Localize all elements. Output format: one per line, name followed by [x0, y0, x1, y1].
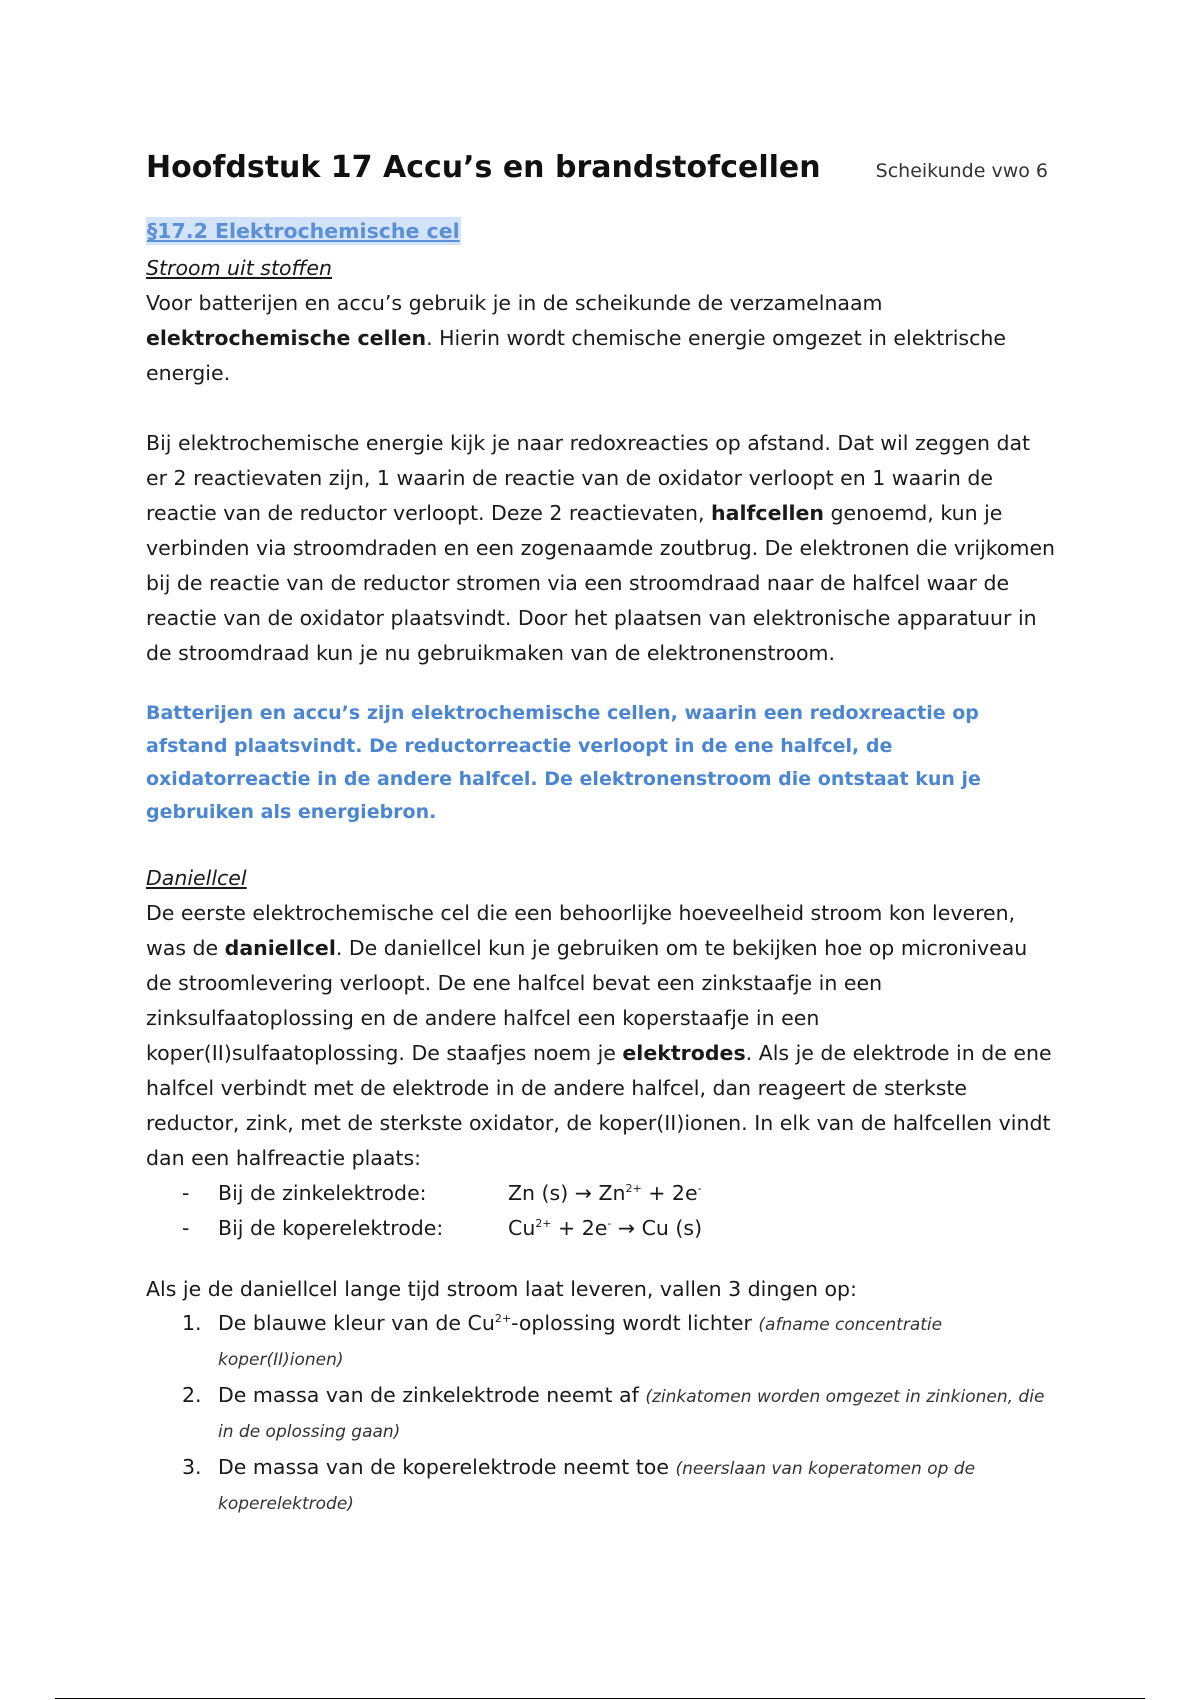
list-item: 3. De massa van de koperelektrode neemt toe (neerslaan van koperatomen op de koperelektrode): [182, 1455, 976, 1514]
list-item: 2. De massa van de zinkelektrode neemt af (zinkatomen worden omgezet in zinkionen, die in de oplossing gaan): [182, 1383, 1045, 1442]
footer-divider: [55, 1698, 1145, 1699]
paragraph-daniellcel: De eerste elektrochemische cel die een behoorlijke hoeveelheid stroom kon leveren, was de daniellcel. De daniellcel kun je gebruiken om te bekijken hoe op microniveau de stroomlevering verloopt. De ene halfcel bevat een zinkstaafje in een zinksulfaatoplossing en de andere halfcel een koperstaafje in een koper(II)sulfaatoplossing. De staafjes noem je elektrodes. Als je de elektrode in de ene halfcel verbindt met de elektrode in de andere halfcel, dan reageert de sterkste reductor, zink, met de sterkste oxidator, de koper(II)ionen. In elk van de halfcellen vindt dan een halfreactie plaats:: [146, 901, 1052, 1170]
reaction-label: Bij de koperelektrode:: [218, 1216, 444, 1240]
list-item: 1. De blauwe kleur van de $Cu^{2+}$-oplossing wordt lichter (afname concentratie koper(II)ionen): [182, 1311, 943, 1370]
document-title: Hoofdstuk 17 Accu’s en brandstofcellen: [146, 150, 821, 185]
term-daniellcel: daniellcel: [224, 936, 336, 960]
list-item: - Bij de koperelektrode: $Cu^{2+} + 2e^- \to Cu$ (s): [182, 1211, 1056, 1246]
reaction-equation: $Cu^{2+} + 2e^- \to Cu$ (s): [508, 1216, 703, 1240]
reaction-label: Bij de zinkelektrode:: [218, 1181, 427, 1205]
term-elektrochemische-cellen: elektrochemische cellen: [146, 326, 427, 350]
list-item: - Bij de zinkelektrode: Zn $(s) \to Zn^{2+} + 2e^-$: [182, 1176, 1056, 1211]
summary-highlight: Batterijen en accu’s zijn elektrochemische cellen, waarin een redoxreactie op afstand plaatsvindt. De reductorreactie verloopt in de ene halfcel, de oxidatorreactie in de andere halfcel. De elektronenstroom die ontstaat kun je gebruiken als energiebron.: [146, 702, 981, 823]
term-halfcellen: halfcellen: [711, 501, 825, 525]
reaction-equation: Zn $(s) \to Zn^{2+} + 2e^-$: [508, 1181, 702, 1205]
subject-label: Scheikunde vwo 6: [875, 160, 1048, 182]
observation-note: (zinkatomen worden omgezet in zinkionen, die in de oplossing gaan): [218, 1387, 1045, 1442]
observation-list: [146, 1307, 1056, 1521]
section-heading[interactable]: §17.2 Elektrochemische cel: [147, 219, 460, 243]
observation-note: (afname concentratie koper(II)ionen): [218, 1315, 943, 1370]
subheading-daniellcel: Daniellcel: [146, 866, 247, 890]
observations-intro: Als je de daniellcel lange tijd stroom laat leveren, vallen 3 dingen op:: [146, 1277, 857, 1301]
half-reaction-list: [146, 1176, 1056, 1246]
paragraph-redox: Bij elektrochemische energie kijk je naar redoxreacties op afstand. Dat wil zeggen dat er 2 reactievaten zijn, 1 waarin de reactie van de oxidator verloopt en 1 waarin de reactie van de reductor verloopt. Deze 2 reactievaten, halfcellen genoemd, kun je verbinden via stroomdraden en een zogenaamde zoutbrug. De elektronen die vrijkomen bij de reactie van de reductor stromen via een stroomdraad naar de halfcel waar de reactie van de oxidator plaatsvindt. Door het plaatsen van elektronische apparatuur in de stroomdraad kun je nu gebruikmaken van de elektronenstroom.: [146, 431, 1056, 665]
document-body: [146, 214, 1056, 1523]
page-header: [146, 146, 1048, 196]
term-elektrodes: elektrodes: [622, 1041, 746, 1065]
observation-note: (neerslaan van koperatomen op de koperelektrode): [218, 1459, 976, 1514]
subheading-stroom: Stroom uit stoffen: [146, 256, 332, 280]
paragraph-intro: Voor batterijen en accu’s gebruik je in de scheikunde de verzamelnaam elektrochemische cellen. Hierin wordt chemische energie omgezet in elektrische energie.: [146, 291, 1006, 385]
